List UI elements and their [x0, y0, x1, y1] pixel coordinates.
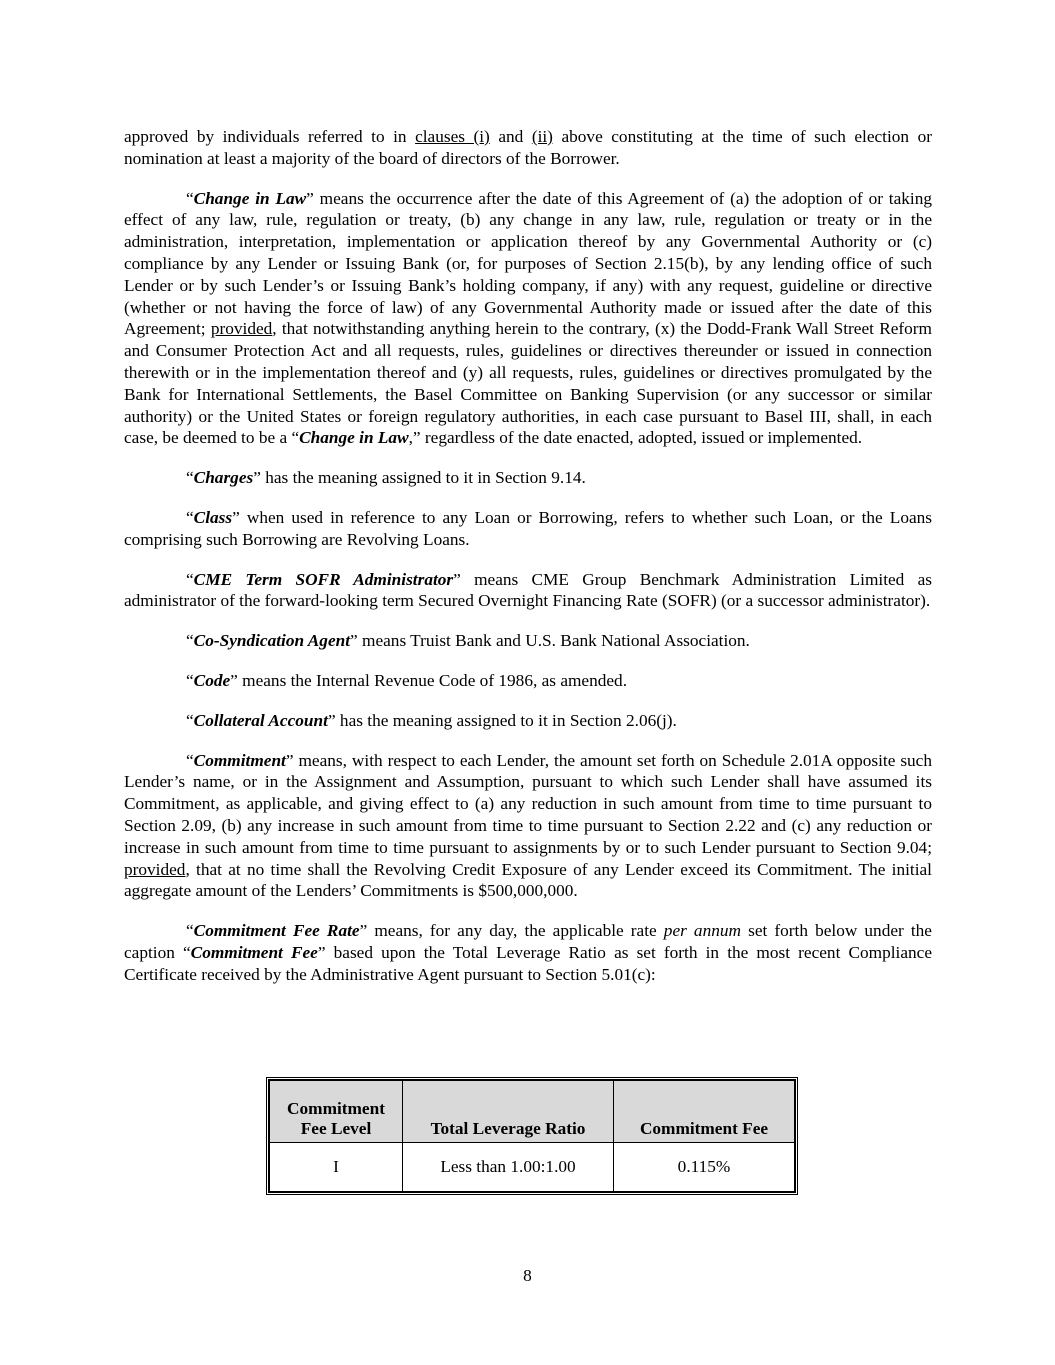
page-number: 8: [523, 1266, 532, 1285]
defined-term: Commitment Fee Rate: [193, 921, 360, 941]
text-run: , that notwithstanding anything herein to the contrary, (x) the Dodd-Frank Wall Street Reform and Consumer Protection Act and all requests, rules, guidelines or directives thereunder or issued in connection therewith or in the implementation thereof and (y) all requests, rules, guidelines or directives promulgated by the Bank for International Settlements, the Basel Committee on Banking Supervision (or any successor or similar authority) or the United States or foreign regulatory authorities, in each case pursuant to Basel III, shall, in each case, be deemed to be a “: [124, 319, 932, 448]
open-quote: “: [186, 710, 194, 730]
cell-fee-level: I: [270, 1143, 403, 1192]
defined-term: Co-Syndication Agent: [193, 631, 351, 651]
fee-table-grid: [269, 1080, 795, 1192]
text-run: ” means Truist Bank and U.S. Bank National Association.: [350, 631, 750, 651]
header-fee-level: [270, 1081, 403, 1143]
clause-reference: clauses (i): [415, 127, 490, 146]
clause-reference: (ii): [531, 127, 553, 146]
definition-cme-term-sofr-administrator: [124, 569, 932, 613]
text-run: ” means, with respect to each Lender, the amount set forth on Schedule 2.01A opposite such Lender’s name, or in the Assignment and Assumption, pursuant to which such Lender shall have assumed its Commitment, as applicable, and giving effect to (a) any reduction in such amount from time to time pursuant to Section 2.09, (b) any increase in such amount from time to time pursuant to Section 2.22 and (c) any reduction or increase in such amount from time to time pursuant to assignments by or to such Lender pursuant to Section 9.04;: [124, 750, 932, 857]
open-quote: “: [186, 507, 194, 527]
italic-phrase: per annum: [663, 921, 741, 941]
text-run: ” means, for any day, the applicable rate: [359, 921, 664, 941]
text-run: ” based upon the Total Leverage Ratio as set forth in the most recent Compliance Certificate received by the Administrative Agent pursuant to Section 5.01(c):: [124, 942, 932, 984]
header-text: Fee Level: [300, 1119, 372, 1138]
open-quote: “: [186, 188, 194, 208]
table-row: [270, 1143, 795, 1192]
defined-term: Commitment: [193, 750, 286, 770]
definition-code: [124, 670, 932, 692]
text-run: ” has the meaning assigned to it in Section 2.06(j).: [327, 710, 677, 730]
provided-underlined: provided: [210, 319, 273, 339]
definition-change-in-law: [124, 188, 932, 450]
text-run: ,” regardless of the date enacted, adopted, issued or implemented.: [408, 428, 863, 448]
text-run: ” when used in reference to any Loan or Borrowing, refers to whether such Loan, or the Loans comprising such Borrowing are Revolving Loans.: [124, 507, 932, 549]
commitment-fee-table: [266, 1077, 798, 1195]
defined-term: CME Term SOFR Administrator: [193, 569, 454, 589]
defined-term: Commitment Fee: [190, 942, 318, 962]
text-run: , that at no time shall the Revolving Credit Exposure of any Lender exceed its Commitment. The initial aggregate amount of the Lenders’ Commitments is $500,000,000.: [124, 859, 932, 901]
definition-commitment-fee-rate: [124, 920, 932, 985]
open-quote: “: [186, 921, 194, 941]
defined-term: Class: [193, 507, 233, 527]
definition-co-syndication-agent: [124, 630, 932, 652]
text-run: and: [489, 127, 532, 146]
definition-collateral-account: [124, 710, 932, 732]
text-run: ” has the meaning assigned to it in Section 9.14.: [253, 468, 586, 488]
definition-charges: [124, 467, 932, 489]
defined-term: Code: [193, 670, 231, 690]
cell-leverage-ratio: Less than 1.00:1.00: [403, 1143, 614, 1192]
definition-class: [124, 507, 932, 551]
text-run: ” means CME Group Benchmark Administration Limited as administrator of the forward-looking term Secured Overnight Financing Rate (SOFR) (or a successor administrator).: [124, 569, 932, 611]
text-run: approved by individuals referred to in: [124, 127, 416, 146]
definition-commitment: [124, 750, 932, 903]
open-quote: “: [186, 670, 194, 690]
defined-term: Collateral Account: [193, 710, 328, 730]
text-run: set forth below under the caption “: [124, 921, 932, 962]
text-run: ” means the Internal Revenue Code of 1986, as amended.: [230, 670, 628, 690]
table-header-row: [270, 1081, 795, 1143]
provided-underlined: provided: [124, 859, 186, 879]
document-body: [124, 126, 932, 1004]
open-quote: “: [186, 468, 194, 488]
open-quote: “: [186, 631, 194, 651]
header-total-leverage-ratio: Total Leverage Ratio: [403, 1081, 614, 1143]
text-run: above constituting at the time of such election or nomination at least a majority of the board of directors of the Borrower.: [124, 127, 932, 168]
open-quote: “: [186, 750, 194, 770]
defined-term: Charges: [193, 468, 254, 488]
paragraph-board-approval: [124, 126, 932, 170]
cell-commitment-fee: 0.115%: [614, 1143, 795, 1192]
header-text: Commitment: [287, 1099, 385, 1118]
text-run: ” means the occurrence after the date of this Agreement of (a) the adoption of or taking effect of any law, rule, regulation or treaty, (b) any change in any law, rule, regulation or treaty or in the administration, interpretation, implementation or application thereof by any Governmental Authority or (c) compliance by any Lender or Issuing Bank (or, for purposes of Section 2.15(b), by any lending office of such Lender or by such Lender’s or Issuing Bank’s holding company, if any) with any request, guideline or directive (whether or not having the force of law) of any Governmental Authority made or issued after the date of this Agreement;: [124, 188, 932, 339]
defined-term: Change in Law: [299, 428, 409, 448]
header-commitment-fee: Commitment Fee: [614, 1081, 795, 1143]
defined-term: Change in Law: [193, 188, 307, 208]
open-quote: “: [186, 569, 194, 589]
